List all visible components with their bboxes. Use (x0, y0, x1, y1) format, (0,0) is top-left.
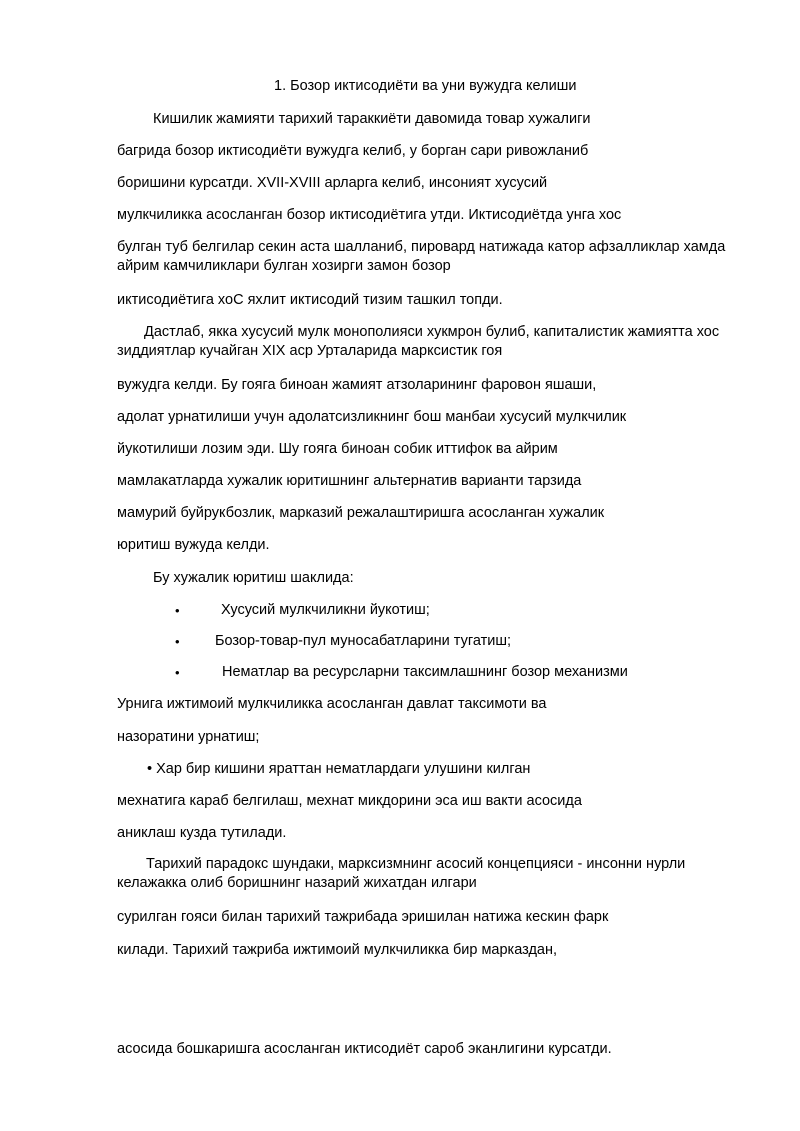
paragraph-3-line-1: Урнига ижтимоий мулкчиликка асосланган давлат таксимоти ва (117, 696, 547, 712)
paragraph-5-line-1: Тарихий парадокс шундаки, марксизмнинг асосий концепцияси - инсонни нурли келажакка олиб боришнинг назарий жихатдан илгари (117, 856, 686, 891)
paragraph-1-line-2: багрида бозор иктисодиёти вужудга келиб, у борган сари ривожланиб (117, 143, 589, 159)
paragraph-6: асосида бошкаришга асосланган иктисодиёт сароб эканлигини курсатди. (117, 1041, 612, 1057)
paragraph-4-line-3: аниклаш кузда тутилади. (117, 825, 287, 841)
paragraph-2-line-1: Дастлаб, якка хусусий мулк монополияси хукмрон булиб, капиталистик жамиятта хос зиддиятлар кучайган XIX аср Урталарида марксистик гоя (117, 324, 720, 359)
paragraph-1-line-6: иктисодиётига хоС яхлит иктисодий тизим ташкил топди. (117, 292, 503, 308)
list-intro: Бу хужалик юритиш шаклида: (153, 570, 354, 586)
document-title: 1. Бозор иктисодиёти ва уни вужудга келиши (274, 78, 577, 94)
paragraph-2-line-5: мамлакатларда хужалик юритишнинг альтернатив варианти тарзида (117, 473, 582, 489)
bullet-marker: • (175, 665, 180, 680)
paragraph-2-line-2: вужудга келди. Бу гояга биноан жамият атзоларининг фаровон яшаши, (117, 377, 597, 393)
bullet-marker: • (175, 603, 180, 618)
paragraph-4-line-1: • Хар бир кишини яраттан нематлардаги улушини килган (147, 761, 531, 777)
list-item-2: Бозор-товар-пул муносабатларини тугатиш; (215, 633, 511, 649)
bullet-marker: • (175, 634, 180, 649)
paragraph-1-line-5: булган туб белгилар секин аста шалланиб, пировард натижада катор афзалликлар хамда айрим камчиликлари булган хозирги замон бозор (117, 239, 726, 274)
paragraph-3-line-2: назоратини урнатиш; (117, 729, 260, 745)
paragraph-2-line-7: юритиш вужуда келди. (117, 537, 270, 553)
paragraph-2-line-4: йукотилиши лозим эди. Шу гояга биноан собик иттифок ва айрим (117, 441, 558, 457)
list-item-1: Хусусий мулкчиликни йукотиш; (221, 602, 430, 618)
paragraph-1-line-1: Кишилик жамияти тарихий тараккиёти давомида товар хужалиги (153, 111, 591, 127)
paragraph-1-line-4: мулкчиликка асосланган бозор иктисодиётига утди. Иктисодиётда унга хос (117, 207, 622, 223)
paragraph-5-line-2: сурилган гояси билан тарихий тажрибада эришилан натижа кескин фарк (117, 909, 609, 925)
paragraph-2-line-6: мамурий буйрукбозлик, марказий режалаштиришга асосланган хужалик (117, 505, 605, 521)
paragraph-2-line-3: адолат урнатилиши учун адолатсизликнинг бош манбаи хусусий мулкчилик (117, 409, 627, 425)
paragraph-4-line-2: мехнатига караб белгилаш, мехнат микдорини эса иш вакти асосида (117, 793, 582, 809)
list-item-3: Нематлар ва ресурсларни таксимлашнинг бозор механизми (222, 664, 628, 680)
paragraph-5-line-3: килади. Тарихий тажриба ижтимоий мулкчиликка бир марказдан, (117, 942, 557, 958)
paragraph-1-line-3: боришини курсатди. XVII-XVIII арларга келиб, инсоният хусусий (117, 175, 548, 191)
